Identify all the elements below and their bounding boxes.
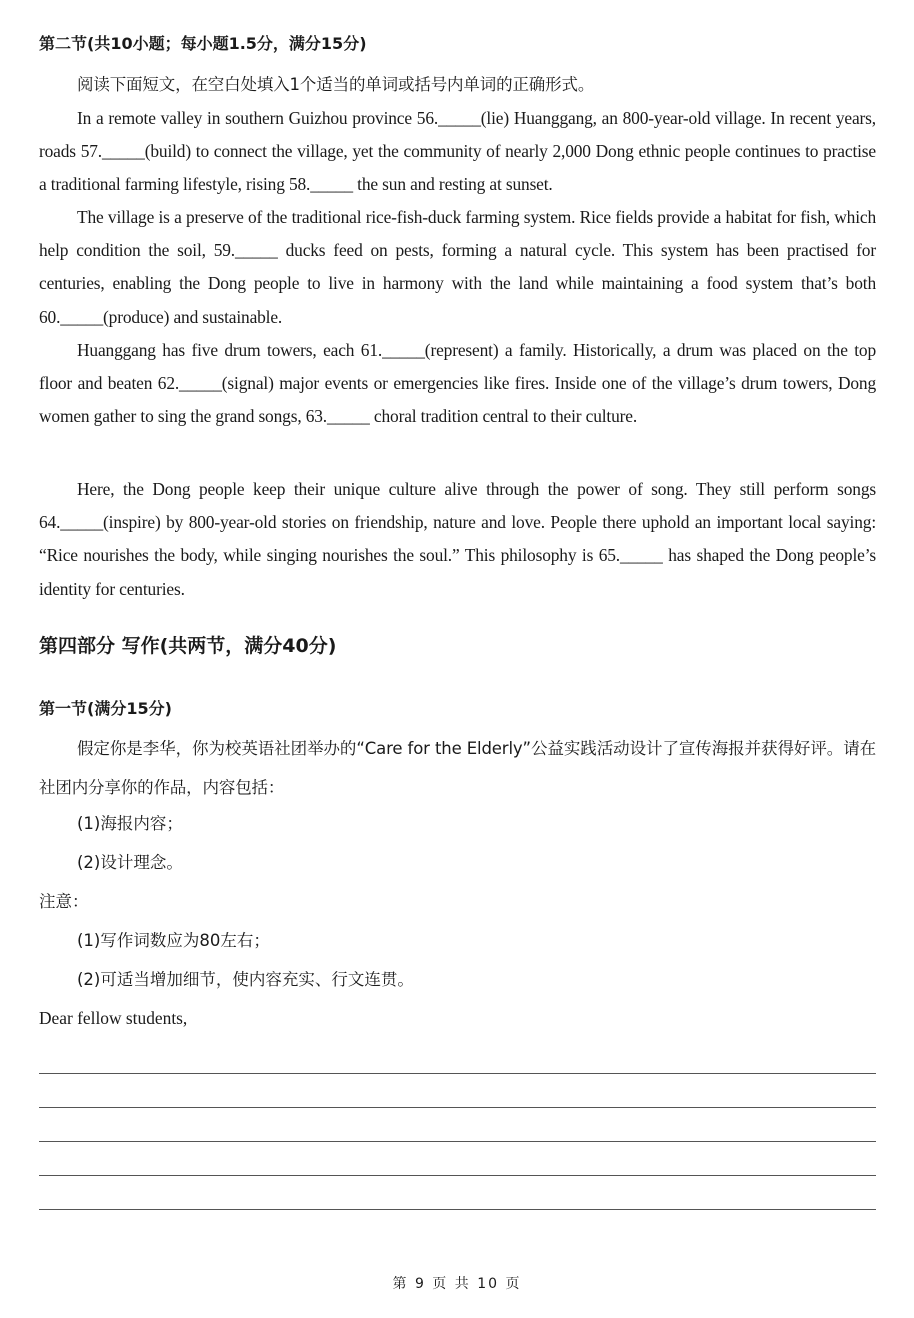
- note-label: 注意：: [39, 892, 89, 911]
- passage-paragraph-4: Here, the Dong people keep their unique culture alive through the power of song. They still perform songs 64._____(inspire) by 800-year-old stories on friendship, nature and love. People there uphold an important local saying: “Rice nourishes the body, while singing nourishes the soul.” This philosophy is 65._____ has shaped the Dong people’s identity for centuries.: [39, 479, 876, 599]
- part4-heading: 第四部分 写作(共两节，满分40分): [39, 635, 337, 657]
- answer-line: [39, 1107, 876, 1108]
- passage-paragraph-1: In a remote valley in southern Guizhou province 56._____(lie) Huanggang, an 800-year-old village. In recent years, roads 57._____(build) to connect the village, yet the community of nearly 2,000 Dong ethnic people continues to practise a traditional farming lifestyle, rising 58._____ the sun and resting at sunset.: [39, 108, 876, 195]
- note-item-1: (1)写作词数应为80左右；: [77, 931, 270, 950]
- section1-heading: 第一节(满分15分): [39, 699, 172, 718]
- section2-instruction: 阅读下面短文，在空白处填入1个适当的单词或括号内单词的正确形式。: [77, 75, 595, 94]
- section2-heading: 第二节(共10小题；每小题1.5分，满分15分): [39, 34, 367, 53]
- page-number: 第 9 页 共 10 页: [392, 1276, 522, 1292]
- answer-line: [39, 1209, 876, 1210]
- letter-salutation: Dear fellow students,: [39, 1008, 188, 1028]
- passage-paragraph-3: Huanggang has five drum towers, each 61._____(represent) a family. Historically, a drum was placed on the top floor and beaten 62._____(signal) major events or emergencies like fires. Inside one of the village’s drum towers, Dong women gather to sing the grand songs, 63._____ choral tradition central to their culture.: [39, 340, 876, 427]
- note-item-2: (2)可适当增加细节，使内容充实、行文连贯。: [77, 970, 414, 989]
- requirement-item-2: (2)设计理念。: [77, 853, 183, 872]
- answer-line: [39, 1175, 876, 1176]
- answer-line: [39, 1073, 876, 1074]
- answer-line: [39, 1141, 876, 1142]
- passage-paragraph-2: The village is a preserve of the traditional rice-fish-duck farming system. Rice fields provide a habitat for fish, which help condition the soil, 59._____ ducks feed on pests, forming a natural cycle. This system has been practised for centuries, enabling the Dong people to live in harmony with the land while maintaining a food system that’s both 60._____(produce) and sustainable.: [39, 207, 876, 327]
- writing-prompt: 假定你是李华，你为校英语社团举办的“Care for the Elderly”公益实践活动设计了宣传海报并获得好评。请在社团内分享你的作品，内容包括：: [39, 739, 876, 797]
- requirement-item-1: (1)海报内容；: [77, 814, 183, 833]
